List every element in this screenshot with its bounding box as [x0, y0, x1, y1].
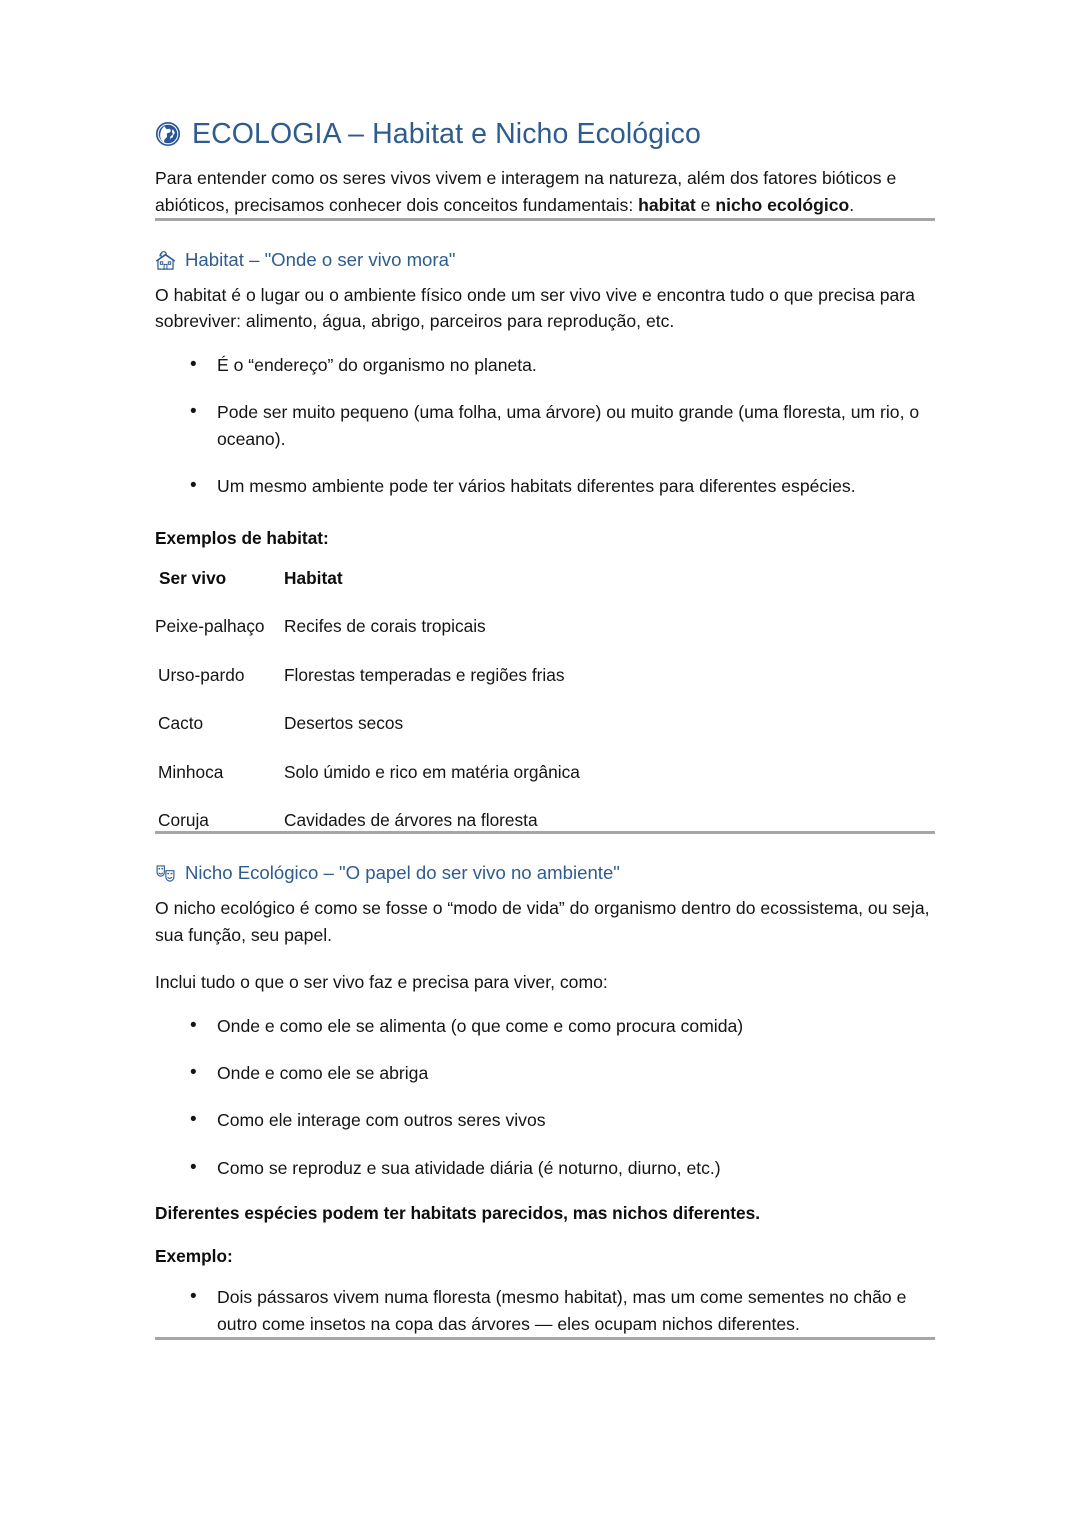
- intro-text-before: Para entender como os seres vivos vivem e interagem na natureza, além dos fatores bióticos e abióticos, precisamos conhecer dois conceitos fundamentais:: [155, 167, 897, 215]
- list-item: • Como se reproduz e sua atividade diária (é noturno, diurno, etc.): [217, 1155, 935, 1181]
- list-item: • Dois pássaros vivem numa floresta (mesmo habitat), mas um come sementes no chão e outro come insetos na copa das árvores — eles ocupam nichos diferentes.: [217, 1284, 935, 1337]
- page-title-text: ECOLOGIA – Habitat e Nicho Ecológico: [192, 118, 701, 150]
- section-divider-2: [155, 831, 935, 834]
- nicho-highlight: Diferentes espécies podem ter habitats parecidos, mas nichos diferentes.: [155, 1203, 761, 1224]
- habitat-bullet-list: [155, 352, 935, 500]
- nicho-section-heading: [155, 862, 935, 884]
- nicho-section-body: [155, 895, 935, 1337]
- table-row: [155, 761, 580, 809]
- table-cell-habitat: Cavidades de árvores na floresta: [284, 810, 538, 830]
- table-header-habitat: Habitat: [284, 567, 343, 588]
- habitat-examples-table: [155, 567, 580, 832]
- list-item: • Onde e como ele se alimenta (o que come e como procura comida): [217, 1013, 935, 1039]
- globe-icon: [155, 121, 181, 147]
- nicho-lead-in: Inclui tudo o que o ser vivo faz e precisa para viver, como:: [155, 972, 608, 993]
- list-item: • Como ele interage com outros seres vivos: [217, 1107, 935, 1133]
- habitat-table-caption: Exemplos de habitat:: [155, 527, 329, 548]
- house-icon: [155, 250, 176, 271]
- nicho-example-label: Exemplo:: [155, 1246, 233, 1267]
- table-cell-habitat: Solo úmido e rico em matéria orgânica: [284, 761, 580, 782]
- nicho-paragraph: O nicho ecológico é como se fosse o “modo de vida” do organismo dentro do ecossistema, ou seja, sua função, seu papel.: [155, 897, 930, 945]
- table-header-ser-vivo: Ser vivo: [159, 567, 227, 588]
- table-cell-ser-vivo: Cacto: [158, 713, 204, 734]
- list-item: • Onde e como ele se abriga: [217, 1060, 935, 1086]
- habitat-paragraph: O habitat é o lugar ou o ambiente físico onde um ser vivo vive e encontra tudo o que precisa para sobreviver: alimento, água, abrigo, parceiros para reprodução, etc.: [155, 284, 915, 332]
- table-row: [155, 712, 580, 760]
- habitat-section-body: [155, 282, 935, 832]
- section-divider-1: [155, 218, 935, 221]
- table-cell-habitat: Recifes de corais tropicais: [284, 616, 486, 637]
- table-cell-ser-vivo: Peixe-palhaço: [155, 616, 265, 637]
- nicho-heading-text: Nicho Ecológico – "O papel do ser vivo no ambiente": [185, 862, 620, 884]
- table-row: [155, 809, 580, 831]
- list-item: • É o “endereço” do organismo no planeta.: [217, 352, 935, 378]
- habitat-section-heading: [155, 249, 935, 271]
- list-item: • Um mesmo ambiente pode ter vários habitats diferentes para diferentes espécies.: [217, 473, 935, 499]
- intro-text-middle: e: [695, 194, 716, 215]
- table-cell-ser-vivo: Minhoca: [158, 761, 224, 782]
- intro-paragraph: [155, 165, 935, 218]
- intro-bold-nicho: nicho ecológico: [715, 194, 850, 215]
- nicho-example-list: [155, 1284, 935, 1337]
- table-cell-ser-vivo: Coruja: [158, 810, 209, 830]
- intro-text-after: .: [849, 194, 855, 215]
- table-row: [155, 664, 580, 712]
- list-item: • Pode ser muito pequeno (uma folha, uma árvore) ou muito grande (uma floresta, um rio, o oceano).: [217, 399, 935, 452]
- table-cell-habitat: Florestas temperadas e regiões frias: [284, 664, 565, 685]
- theater-masks-icon: [155, 863, 176, 884]
- table-row: [155, 615, 580, 663]
- table-cell-ser-vivo: Urso-pardo: [158, 664, 245, 685]
- table-cell-habitat: Desertos secos: [284, 713, 404, 734]
- page-title: [155, 118, 935, 151]
- nicho-bullet-list: [155, 1013, 935, 1182]
- habitat-heading-text: Habitat – "Onde o ser vivo mora": [185, 249, 456, 271]
- section-divider-3: [155, 1337, 935, 1340]
- table-header-row: [155, 567, 580, 615]
- intro-bold-habitat: habitat: [638, 194, 696, 215]
